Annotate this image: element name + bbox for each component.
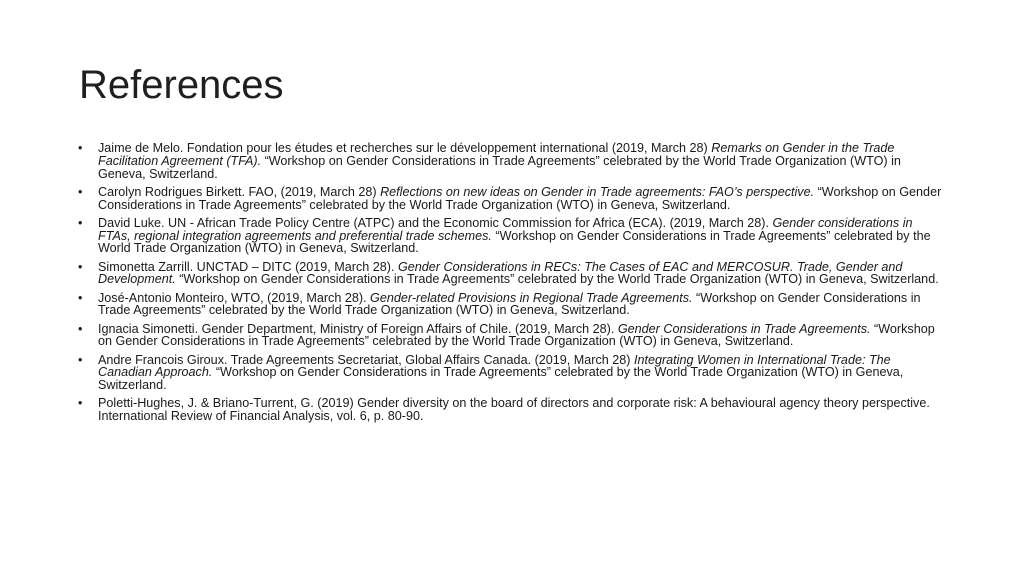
reference-title: Gender considerations in FTAs, regional integration agreements and preferential trade schemes. [98, 215, 913, 243]
reference-item [78, 186, 948, 212]
reference-title: Gender Considerations in RECs: The Cases of EAC and MERCOSUR. Trade, Gender and Development. [98, 259, 903, 287]
reference-item [78, 397, 948, 423]
reference-source: “Workshop on Gender Considerations in Trade Agreements” celebrated by the World Trade Organization (WTO) in Geneva, Switzerland. [98, 153, 901, 181]
reference-source: “Workshop on Gender Considerations in Trade Agreements” celebrated by the World Trade Organization (WTO) in Geneva, Switzerland. [98, 184, 942, 212]
reference-list [78, 142, 948, 428]
bullet-icon: • [78, 184, 83, 199]
page-title: References [79, 63, 284, 107]
bullet-icon: • [78, 290, 83, 305]
reference-source: “Workshop on Gender Considerations in Trade Agreements” celebrated by the World Trade Organization (WTO) in Geneva, Switzerland. [98, 321, 935, 349]
reference-text: Jaime de Melo. Fondation pour les études et recherches sur le développement international (2019, March 28) [98, 141, 712, 155]
bullet-icon: • [78, 259, 83, 274]
reference-text: Poletti-Hughes, J. & Briano-Turrent, G. (2019) Gender diversity on the board of directors and corporate risk: A behavioural agency theory perspective. International Review of Financial Analysis, vol. 6, p. 80-90. [98, 396, 930, 424]
reference-source: “Workshop on Gender Considerations in Trade Agreements” celebrated by the World Trade Organization (WTO) in Geneva, Switzerland. [98, 228, 931, 256]
reference-item [78, 354, 948, 392]
reference-text: Andre Francois Giroux. Trade Agreements Secretariat, Global Affairs Canada. (2019, March 28) [98, 352, 634, 367]
reference-item [78, 261, 948, 287]
reference-item [78, 323, 948, 349]
reference-title: Gender-related Provisions in Regional Trade Agreements. [370, 290, 693, 305]
reference-text: Carolyn Rodrigues Birkett. FAO, (2019, March 28) [98, 184, 381, 199]
reference-title: Integrating Women in International Trade: The Canadian Approach. [98, 352, 891, 380]
reference-source: “Workshop on Gender Considerations in Trade Agreements” celebrated by the World Trade Organization (WTO) in Geneva, Switzerland. [98, 365, 904, 393]
reference-source: “Workshop on Gender Considerations in Trade Agreements” celebrated by the World Trade Organization (WTO) in Geneva, Switzerland. [175, 272, 939, 287]
reference-text: David Luke. UN - African Trade Policy Centre (ATPC) and the Economic Commission for Africa (ECA). (2019, March 28). [98, 215, 773, 230]
reference-text: José-Antonio Monteiro, WTO, (2019, March 28). [98, 290, 371, 305]
bullet-icon: • [78, 321, 83, 336]
reference-title: Gender Considerations in Trade Agreements. [617, 321, 871, 336]
reference-title: Reflections on new ideas on Gender in Trade agreements: FAO’s perspective. [380, 184, 815, 199]
bullet-icon: • [78, 215, 83, 230]
bullet-icon: • [78, 396, 83, 411]
bullet-icon: • [78, 141, 83, 155]
reference-source: “Workshop on Gender Considerations in Trade Agreements” celebrated by the World Trade Organization (WTO) in Geneva, Switzerland. [98, 290, 921, 318]
reference-item [78, 142, 948, 180]
reference-text: Simonetta Zarrill. UNCTAD – DITC (2019, March 28). [98, 259, 398, 274]
reference-item [78, 217, 948, 255]
bullet-icon: • [78, 352, 83, 367]
reference-item [78, 292, 948, 318]
reference-title: Remarks on Gender in the Trade Facilitation Agreement (TFA). [98, 141, 895, 168]
reference-text: Ignacia Simonetti. Gender Department, Ministry of Foreign Affairs of Chile. (2019, March 28). [98, 321, 618, 336]
